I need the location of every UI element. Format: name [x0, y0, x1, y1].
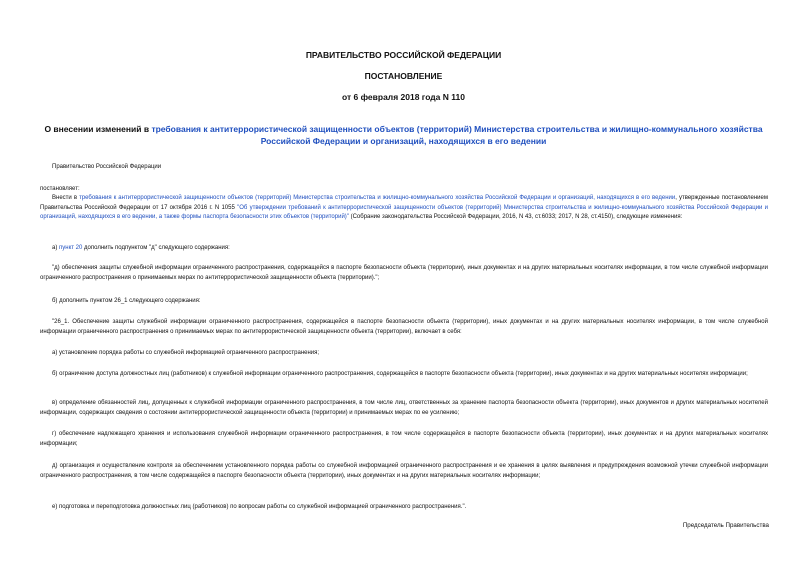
subitem-v: в) определение обязанностей лиц, допущенных к служебной информации ограниченного распространения, в том числе лиц, ответственных за хранение паспорта безопасности объекта (территории), иных документов и других материальных носителей информации, содержащих сведения о состоянии антитеррористической защищенности объекта (территории) и принимаемых мерах по ее усилению;	[40, 400, 768, 416]
intro-pre: Внести в	[52, 195, 80, 201]
intro-link-resolution[interactable]: "Об утверждении требований к антитеррористической защищенности объектов (территорий) Министерства строительства и жилищно-коммунального хозяйства Российской Федерации и организаций, находящихся в его ведении, а также формы паспорта безопасности этих объектов (территорий)"	[40, 204, 769, 221]
issuer: Правительство Российской Федерации	[52, 164, 162, 170]
item-a-link[interactable]: пункт 20	[59, 245, 83, 251]
subitem-d: д) организация и осуществление контроля за обеспечением установленного порядка работы со служебной информацией ограниченного распространения и ее хранения в целях выявления и предупреждения возможной утечки служебной информации ограниченного распространения, в том числе содержащейся в паспорте безопасности объекта (территории), иных документах и на других материальных носителях информации;	[40, 463, 768, 479]
date-number: от 6 февраля 2018 года N 110	[342, 92, 465, 102]
subitem-a: а) установление порядка работы со служебной информацией ограниченного распространения;	[52, 350, 320, 356]
subitem-b: б) ограничение доступа должностных лиц (работников) к служебной информации ограниченного распространения, содержащейся в паспорте безопасности объекта (территории), иных документах и на других материальных носителях информации;	[52, 371, 748, 377]
item-a-post: дополнить подпунктом "д" следующего содержания:	[82, 245, 230, 251]
government-heading: ПРАВИТЕЛЬСТВО РОССИЙСКОЙ ФЕДЕРАЦИИ	[305, 50, 502, 60]
document-title	[40, 123, 767, 147]
title-link[interactable]: требования к антитеррористической защищенности объектов (территорий) Министерства строительства и жилищно-коммунального хозяйства Российской Федерации и организаций, находящихся в его ведении	[151, 124, 763, 146]
title-prefix: О внесении изменений в	[44, 124, 152, 134]
item-a-quote: "д) обеспечения защиты служебной информации ограниченного распространения, содержащейся в паспорте безопасности объекта (территории), иных документах и на других материальных носителях информации, в том числе служебной информации ограниченного распространения о принимаемых мерах по антитеррористической защищенности объекта (территории).";	[40, 265, 768, 281]
paragraph-26-1: "26_1. Обеспечение защиты служебной информации ограниченного распространения, содержащейся в паспорте безопасности объекта (территории), иных документах и на других материальных носителях информации, в том числе служебной информации ограниченного распространения о принимаемых мерах по антитеррористической защищенности объекта (территории), включает в себя:	[40, 319, 768, 335]
item-b: б) дополнить пунктом 26_1 следующего содержания:	[52, 298, 201, 304]
signature: Председатель Правительства	[682, 522, 769, 529]
document-type: ПОСТАНОВЛЕНИЕ	[364, 71, 443, 81]
resolves: постановляет:	[40, 186, 80, 192]
subitem-e: е) подготовка и переподготовка должностных лиц (работников) по вопросам работы со служебной информацией ограниченного распространения.".	[52, 504, 467, 510]
subitem-g: г) обеспечение надлежащего хранения и использования служебной информации ограниченного распространения, в том числе содержащейся в паспорте безопасности объекта (территории), иных документах и на других материальных носителях информации;	[40, 431, 768, 447]
intro-paragraph	[40, 194, 768, 223]
item-a	[40, 244, 768, 254]
item-a-pre: а)	[52, 245, 60, 251]
intro-link-requirements[interactable]: требования к антитеррористической защищенности объектов (территорий) Министерства строительства и жилищно-коммунального хозяйства Российской Федерации и организаций, находящихся в его ведении	[79, 195, 676, 201]
intro-mid: , утвержденные постановлением Правительства Российской Федерации от 17 октября 2016 г. N 1055	[40, 195, 768, 211]
intro-post: (Собрание законодательства Российской Федерации, 2016, N 43, ст.6033; 2017, N 28, ст.4150), следующие изменения:	[348, 214, 683, 221]
